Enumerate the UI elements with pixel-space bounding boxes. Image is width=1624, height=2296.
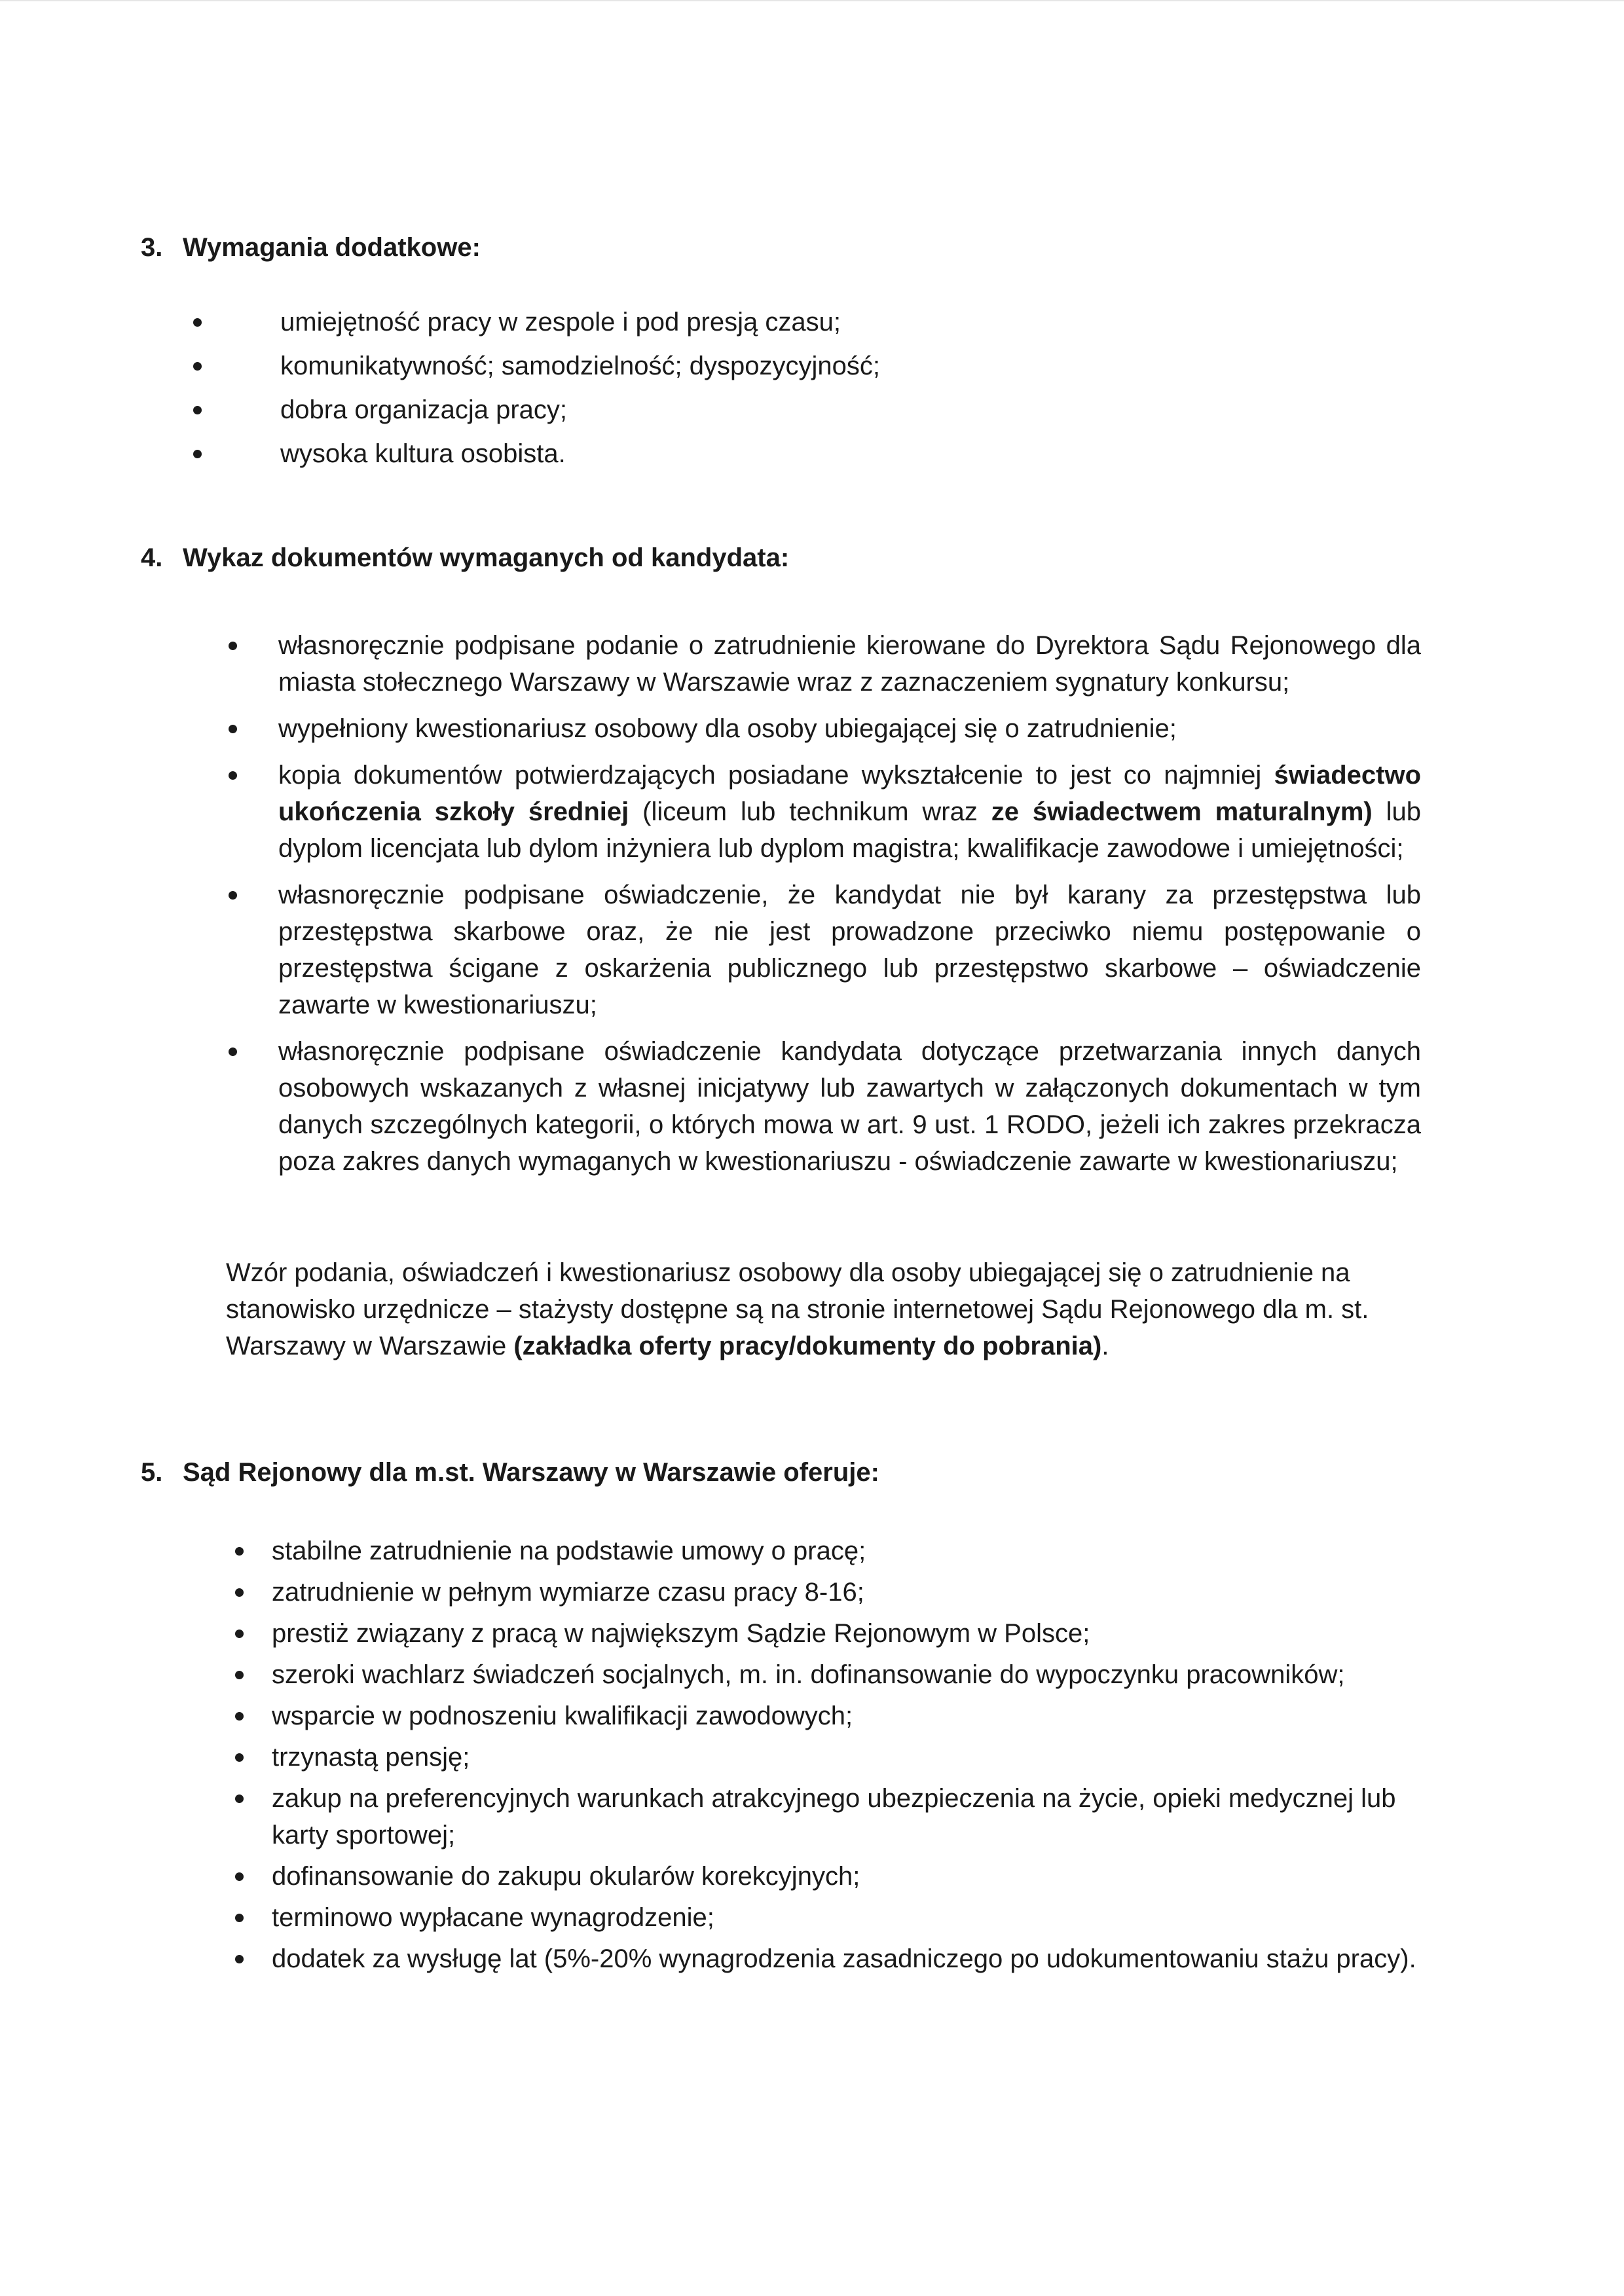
list-item: stabilne zatrudnienie na podstawie umowy o pracę; — [272, 1533, 1424, 1569]
list-item: własnoręcznie podpisane oświadczenie kandydata dotyczące przetwarzania innych danych osobowych wskazanych z własnej inicjatywy lub zawartych w załączonych dokumentach w tym danych szczególnych kategorii, o których mowa w art. 9 ust. 1 RODO, jeżeli ich zakres przekracza poza zakres danych wymaganych w kwestionariuszu - oświadczenie zawarte w kwestionariuszu; — [278, 1033, 1421, 1180]
bullet-icon — [193, 450, 202, 458]
bullet-icon — [235, 1547, 244, 1556]
section-5-number: 5. — [141, 1458, 163, 1487]
offer-list — [272, 1533, 1424, 1982]
required-documents-list — [278, 627, 1421, 1190]
bold-text: świadectwo ukończenia szkoły średniej — [278, 761, 1421, 826]
section-3-number: 3. — [141, 233, 163, 262]
bullet-icon — [229, 771, 237, 780]
list-item: dofinansowanie do zakupu okularów korekcyjnych; — [272, 1858, 1424, 1895]
bullet-icon — [193, 318, 202, 327]
bold-text: ze świadectwem maturalnym) — [991, 797, 1373, 826]
bullet-icon — [235, 1630, 244, 1638]
list-item: wsparcie w podnoszeniu kwalifikacji zawodowych; — [272, 1698, 1424, 1734]
bullet-icon — [235, 1872, 244, 1881]
bullet-icon — [235, 1712, 244, 1721]
list-item: wypełniony kwestionariusz osobowy dla osoby ubiegającej się o zatrudnienie; — [278, 710, 1421, 747]
bullet-icon — [235, 1955, 244, 1963]
bullet-icon — [235, 1753, 244, 1762]
list-item: kopia dokumentów potwierdzających posiadane wykształcenie to jest co najmniej świadectwo ukończenia szkoły średniej (liceum lub technikum wraz ze świadectwem maturalnym) lub dyplom licencjata lub dylom inżyniera lub dyplom magistra; kwalifikacje zawodowe i umiejętności; — [278, 757, 1421, 867]
list-item: komunikatywność; samodzielność; dyspozycyjność; — [280, 348, 1393, 384]
list-item: prestiż związany z pracą w największym Sądzie Rejonowym w Polsce; — [272, 1615, 1424, 1652]
documents-tab-link-text: (zakładka oferty pracy/dokumenty do pobrania) — [513, 1332, 1102, 1360]
list-item: szeroki wachlarz świadczeń socjalnych, m. in. dofinansowanie do wypoczynku pracowników; — [272, 1656, 1424, 1693]
bullet-icon — [235, 1914, 244, 1922]
bullet-icon — [193, 362, 202, 371]
list-item: własnoręcznie podpisane podanie o zatrudnienie kierowane do Dyrektora Sądu Rejonowego dla miasta stołecznego Warszawy w Warszawie wraz z zaznaczeniem sygnatury konkursu; — [278, 627, 1421, 701]
section-5-title: Sąd Rejonowy dla m.st. Warszawy w Warszawie oferuje: — [183, 1458, 879, 1487]
list-item: dobra organizacja pracy; — [280, 392, 1393, 428]
additional-requirements-list — [280, 304, 1393, 479]
documents-note: Wzór podania, oświadczeń i kwestionariusz osobowy dla osoby ubiegającej się o zatrudnienie na stanowisko urzędnicze – stażysty dostępne są na stronie internetowej Sądu Rejonowego dla m. st. Warszawy w Warszawie (zakładka oferty pracy/dokumenty do pobrania). — [226, 1258, 1369, 1360]
section-5-heading — [141, 1458, 879, 1487]
bullet-icon — [229, 725, 237, 733]
bullet-icon — [235, 1588, 244, 1597]
bullet-icon — [229, 891, 237, 900]
list-item: zatrudnienie w pełnym wymiarze czasu pracy 8-16; — [272, 1574, 1424, 1611]
section-3-heading — [141, 233, 481, 263]
list-item: terminowo wypłacane wynagrodzenie; — [272, 1899, 1424, 1936]
list-item: zakup na preferencyjnych warunkach atrakcyjnego ubezpieczenia na życie, opieki medycznej lub karty sportowej; — [272, 1780, 1424, 1853]
bullet-icon — [193, 406, 202, 414]
section-4-number: 4. — [141, 543, 163, 572]
section-4-heading — [141, 543, 789, 573]
list-item: trzynastą pensję; — [272, 1739, 1424, 1776]
bullet-icon — [235, 1795, 244, 1803]
bullet-icon — [229, 1048, 237, 1056]
list-item: umiejętność pracy w zespole i pod presją czasu; — [280, 304, 1393, 340]
list-item: dodatek za wysługę lat (5%-20% wynagrodzenia zasadniczego po udokumentowaniu stażu pracy). — [272, 1941, 1424, 1977]
section-3-title: Wymagania dodatkowe: — [183, 233, 481, 262]
page-top-edge — [0, 0, 1624, 8]
list-item: wysoka kultura osobista. — [280, 435, 1393, 472]
list-item: własnoręcznie podpisane oświadczenie, że kandydat nie był karany za przestępstwa lub przestępstwa skarbowe oraz, że nie jest prowadzone przeciwko niemu postępowanie o przestępstwa ścigane z oskarżenia publicznego lub przestępstwo skarbowe – oświadczenie zawarte w kwestionariuszu; — [278, 877, 1421, 1023]
bullet-icon — [235, 1671, 244, 1679]
bullet-icon — [229, 642, 237, 650]
section-4-title: Wykaz dokumentów wymaganych od kandydata: — [183, 543, 790, 572]
